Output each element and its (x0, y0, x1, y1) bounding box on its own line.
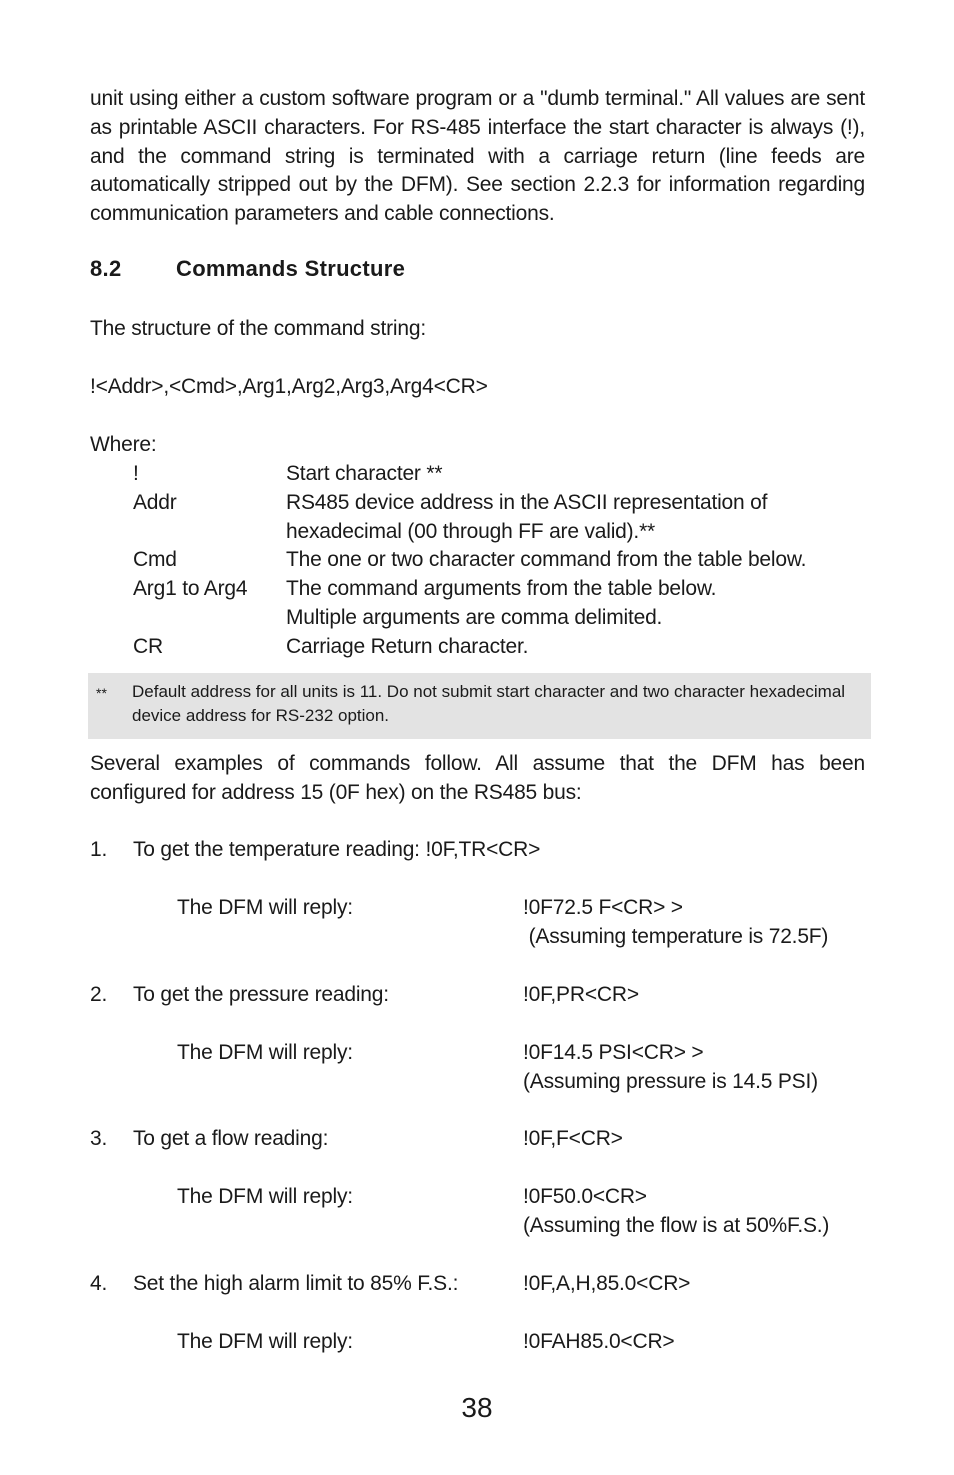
definition-description (286, 489, 846, 547)
page-number: 38 (461, 1392, 493, 1423)
structure-intro: The structure of the command string: (90, 317, 426, 340)
definition-line: The one or two character command from the table below. (286, 548, 807, 572)
definition-list (133, 460, 846, 662)
example-description: To get the temperature reading: !0F,TR<CR> (133, 838, 541, 861)
definition-term: Addr (133, 490, 177, 514)
example-command: !0F,F<CR> (523, 1127, 623, 1150)
example-reply-note: (Assuming pressure is 14.5 PSI) (523, 1070, 818, 1093)
definition-row (133, 460, 846, 489)
definition-description (286, 546, 846, 575)
example-description: To get a flow reading: (133, 1127, 329, 1150)
definition-line: The command arguments from the table below. (286, 577, 717, 601)
command-syntax: !<Addr>,<Cmd>,Arg1,Arg2,Arg3,Arg4<CR> (90, 375, 488, 398)
definition-term: CR (133, 634, 163, 658)
definition-line: Multiple arguments are comma delimited. (286, 605, 663, 629)
definition-row (133, 546, 846, 575)
definition-row (133, 489, 846, 547)
example-reply-note: (Assuming the flow is at 50%F.S.) (523, 1214, 830, 1237)
example-description: Set the high alarm limit to 85% F.S.: (133, 1272, 459, 1295)
example-reply: !0F50.0<CR> (523, 1185, 647, 1208)
example-number: 1. (90, 838, 108, 861)
section-title: Commands Structure (176, 256, 406, 281)
where-label: Where: (90, 433, 157, 456)
definition-term: ! (133, 462, 139, 485)
intro-paragraph: unit using either a custom software program or a "dumb terminal." All values are sent as printable ASCII characters. For RS-485 interface the start character is always (!), and the command string is terminated with a carriage return (line feeds are automatically stripped out by the DFM). See section 2.2.3 for information regarding communication parameters and cable connections. (90, 87, 865, 226)
address-note-box (88, 673, 871, 739)
example-command: !0F,PR<CR> (523, 983, 639, 1006)
example-reply: !0F14.5 PSI<CR> > (523, 1041, 704, 1064)
definition-row (133, 633, 846, 662)
note-asterisk-mark: ** (96, 685, 107, 701)
example-description: To get the pressure reading: (133, 983, 389, 1006)
definition-term: Arg1 to Arg4 (133, 577, 248, 601)
definition-line: RS485 device address in the ASCII representation of (286, 490, 768, 514)
example-reply: !0F72.5 F<CR> > (523, 896, 683, 919)
definition-line: Start character ** (286, 462, 443, 485)
definition-line: hexadecimal (00 through FF are valid).** (286, 519, 656, 543)
examples-intro: Several examples of commands follow. All assume that the DFM has been configured for address 15 (0F hex) on the RS485 bus: (90, 752, 865, 804)
example-reply-label: The DFM will reply: (177, 1185, 353, 1208)
example-reply: !0FAH85.0<CR> (523, 1330, 675, 1353)
definition-description (286, 633, 846, 662)
example-command: !0F,A,H,85.0<CR> (523, 1272, 691, 1295)
definition-row (133, 575, 846, 633)
note-text: Default address for all units is 11. Do not submit start character and two character hexadecimal device address for RS-232 option. (132, 682, 846, 725)
example-number: 2. (90, 983, 108, 1006)
example-number: 4. (90, 1272, 108, 1295)
definition-line: Carriage Return character. (286, 634, 529, 658)
example-reply-label: The DFM will reply: (177, 896, 353, 919)
definition-term: Cmd (133, 548, 177, 572)
example-reply-label: The DFM will reply: (177, 1041, 353, 1064)
section-heading (90, 256, 405, 282)
definition-description (286, 575, 846, 633)
section-number: 8.2 (90, 256, 122, 281)
definition-description (286, 460, 846, 489)
example-number: 3. (90, 1127, 108, 1150)
example-reply-note: (Assuming temperature is 72.5F) (523, 925, 829, 948)
example-reply-label: The DFM will reply: (177, 1330, 353, 1353)
